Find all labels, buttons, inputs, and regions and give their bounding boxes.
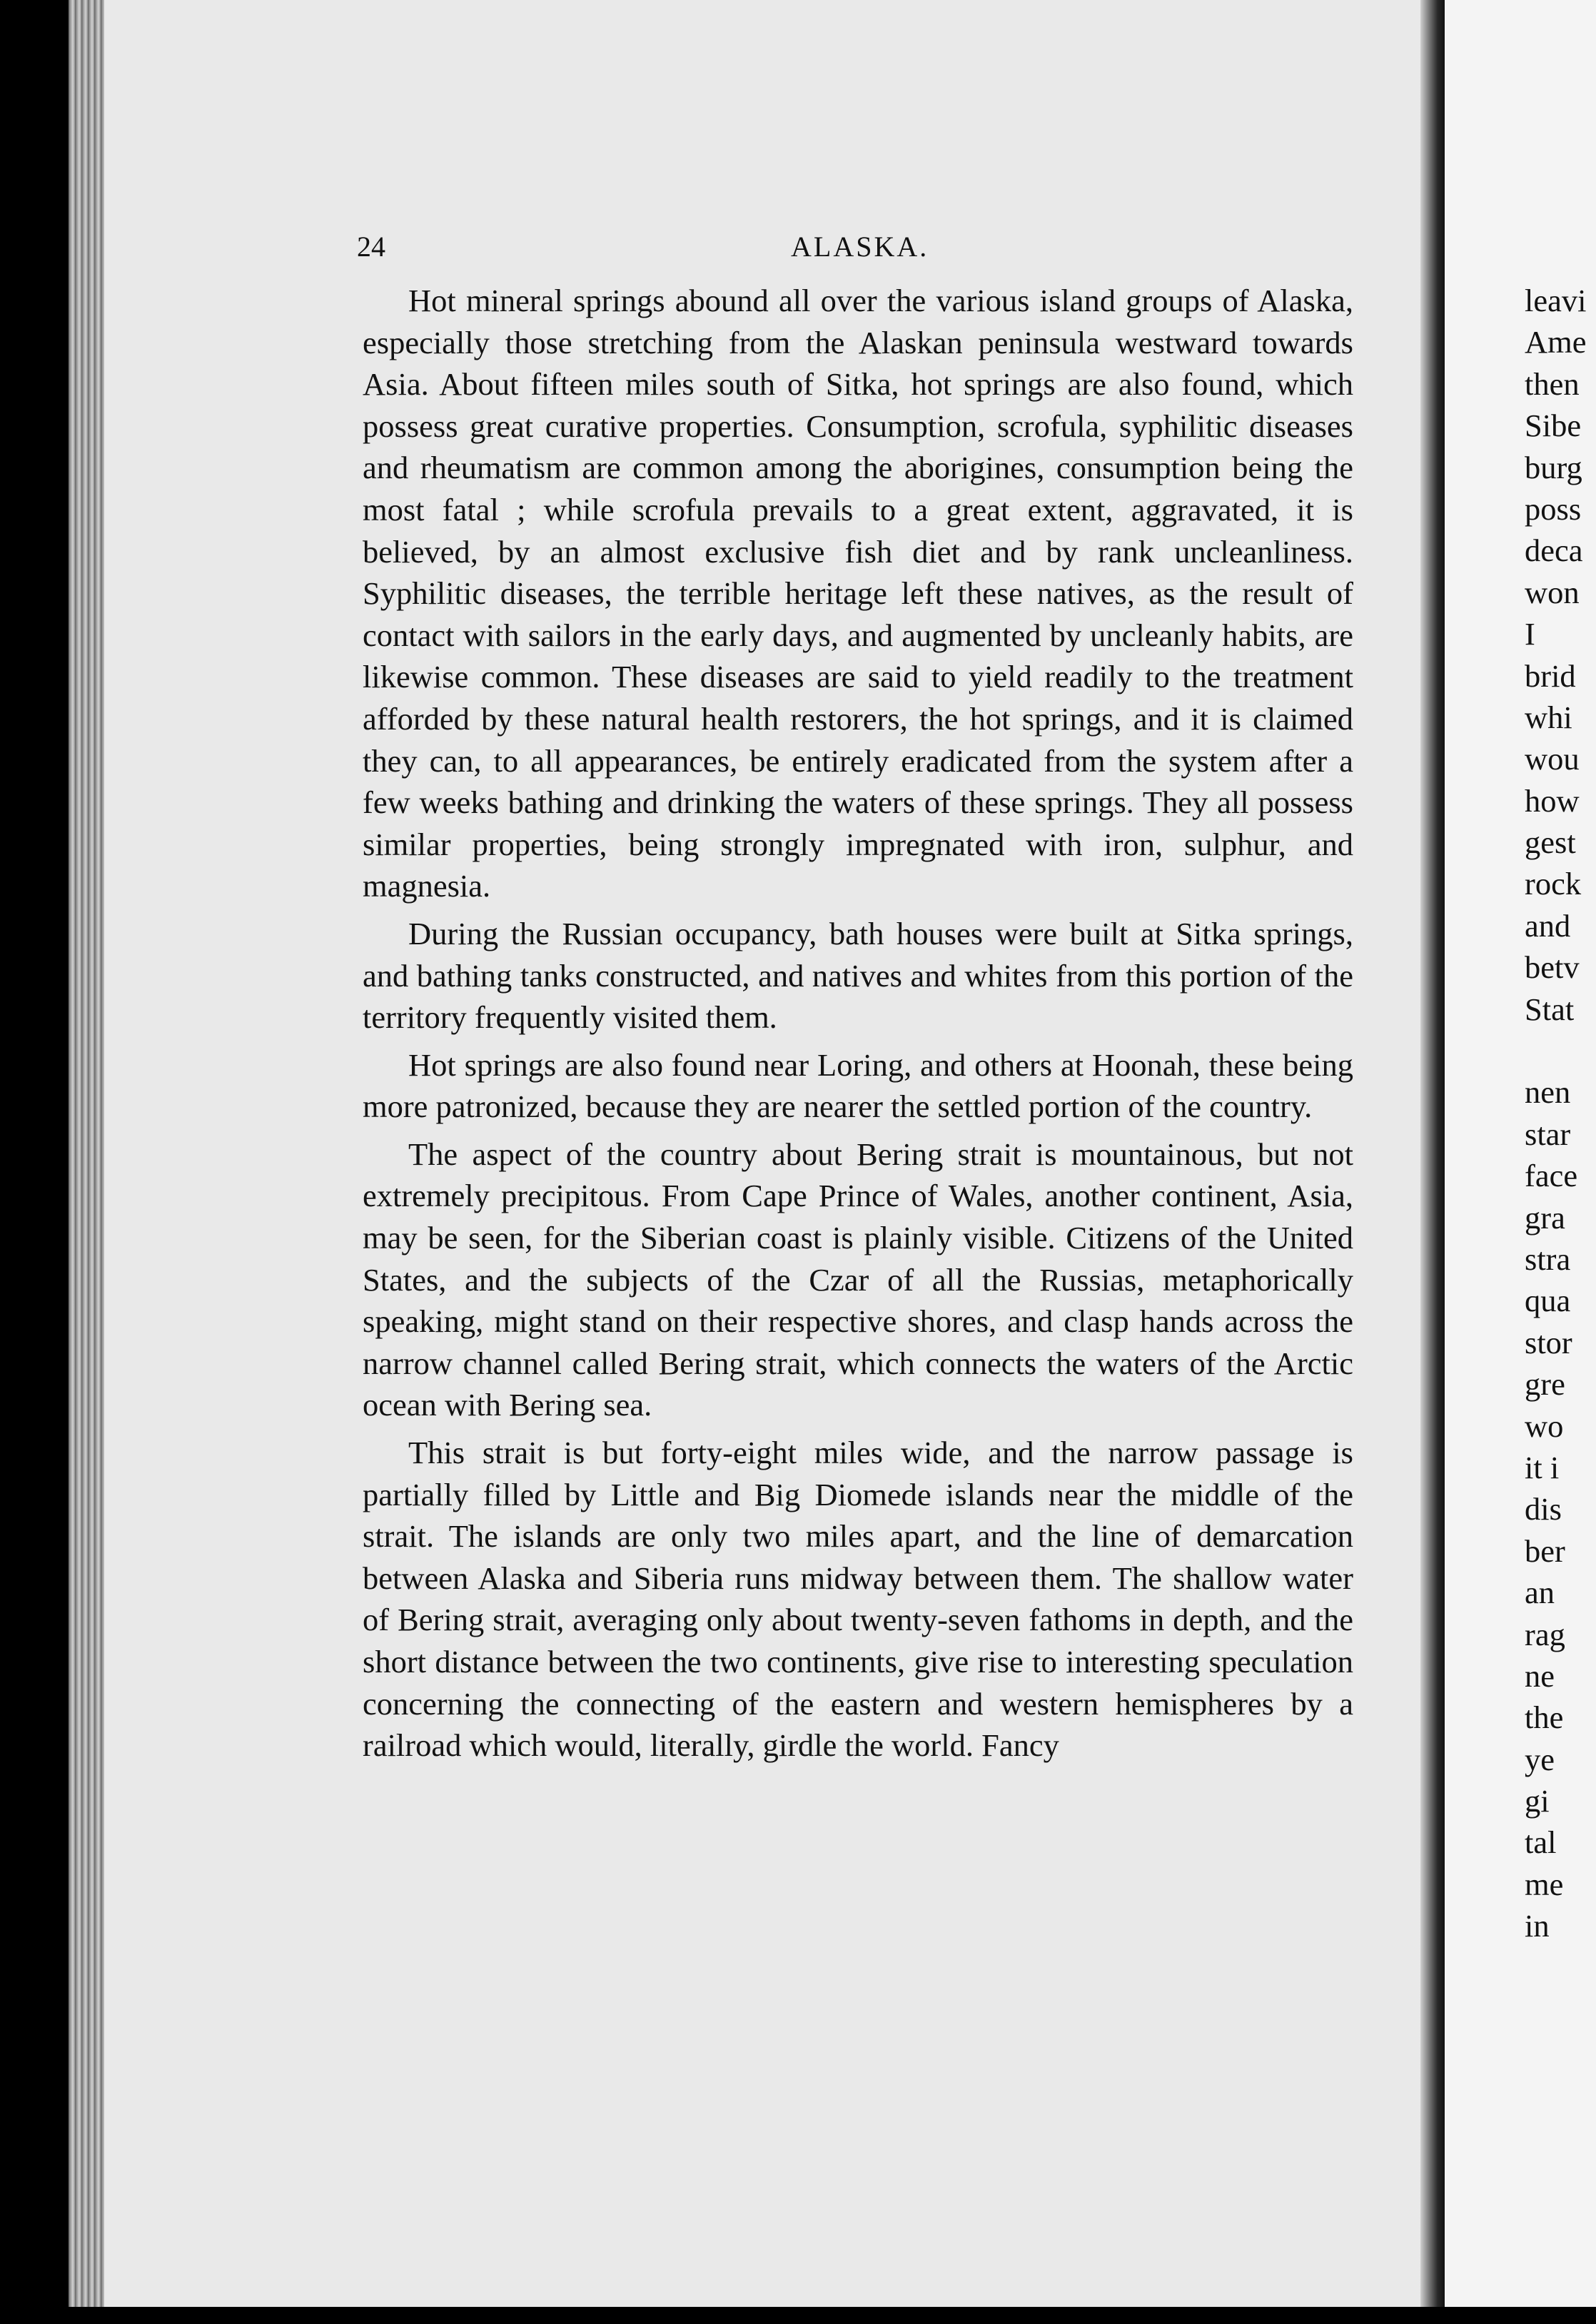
facing-page-line: betv — [1525, 949, 1580, 986]
facing-page-line: ye — [1525, 1741, 1555, 1777]
facing-page-line: rock — [1525, 866, 1582, 902]
scan-bottom-edge — [0, 2307, 1596, 2324]
facing-page-line: stra — [1525, 1241, 1571, 1277]
facing-page-line: gi — [1525, 1783, 1550, 1819]
facing-page-line: gre — [1525, 1366, 1565, 1403]
facing-page-line: ne — [1525, 1657, 1555, 1694]
facing-page-line: gra — [1525, 1199, 1565, 1236]
facing-page-line: in — [1525, 1908, 1550, 1944]
facing-page-line: and — [1525, 907, 1571, 944]
facing-page-line: leavi — [1525, 283, 1587, 318]
book-gutter — [1420, 0, 1445, 2307]
facing-page-line: face — [1525, 1158, 1578, 1194]
facing-page-line: brid — [1525, 657, 1576, 694]
page-stack-edge — [69, 0, 104, 2307]
facing-page-line: gest — [1525, 824, 1576, 861]
facing-page-line: deca — [1525, 532, 1583, 569]
facing-page-line: nen — [1525, 1074, 1571, 1111]
facing-page-line: I — [1525, 616, 1535, 652]
paragraph-loring-hoonah: Hot springs are also found near Loring, and others at Hoonah, these being more patronized, because they are nearer the settled portion of the country. — [363, 1046, 1353, 1125]
paragraph-bering-strait-aspect: The aspect of the country about Bering strait is mountainous, but not extremely precipitous. From Cape Prince of Wales, another continent, Asia, may be seen, for the Siberian coast is plainly visible. Citizens of the United States, and the subjects of the Czar of all the Russias, metaphorically speaking, might stand on their respective shores, and clasp hands across the narrow channel called Bering strait, which connects the waters of the Arctic ocean with Bering sea. — [363, 1136, 1353, 1423]
facing-page-line: Sibe — [1525, 408, 1582, 444]
paragraph-hot-mineral-springs: Hot mineral springs abound all over the various island groups of Alaska, especially those stretching from the Alaskan peninsula westward towards Asia. About fifteen miles south of Sitka, hot springs are also found, which possess great curative properties. Consumption, scrofula, syphilitic diseases and rheumatism are common among the aborigines, consumption being the most fatal ; while scrofula prevails to a great extent, aggravated, it is believed, by an almost exclusive fish diet and by rank uncleanliness. Syphilitic diseases, the terrible heritage left these natives, as the result of contact with sailors in the early days, and augmented by uncleanly habits, are likewise common. These diseases are said to yield readily to the treatment afforded by these natural health restorers, the hot springs, and it is claimed they can, to all appearances, be entirely eradicated from the system after a few weeks bathing and drinking the waters of these springs. They all possess similar properties, being strongly impregnated with iron, sulphur, and magnesia. — [363, 283, 1353, 904]
running-head — [357, 230, 1356, 273]
facing-page-line: tal — [1525, 1824, 1557, 1861]
facing-page-line: an — [1525, 1575, 1555, 1611]
facing-page-line — [1525, 1030, 1596, 1071]
facing-page-line: burg — [1525, 449, 1582, 485]
facing-page-line: how — [1525, 782, 1580, 819]
facing-page-line: wo — [1525, 1408, 1564, 1444]
facing-page-line: it i — [1525, 1449, 1560, 1485]
facing-page-line: wou — [1525, 741, 1580, 777]
facing-page-line: star — [1525, 1116, 1571, 1152]
paragraph-russian-occupancy: During the Russian occupancy, bath houses were built at Sitka springs, and bathing tanks constructed, and natives and whites from this portion of the territory frequently visited them. — [363, 915, 1353, 1036]
facing-page-line: rag — [1525, 1616, 1565, 1652]
facing-page-line: stor — [1525, 1324, 1572, 1360]
facing-page-text-fragments — [1525, 280, 1596, 1947]
running-title: ALASKA. — [791, 231, 929, 263]
facing-page-line: ber — [1525, 1532, 1565, 1569]
facing-page-line: the — [1525, 1699, 1564, 1736]
facing-page-line: Stat — [1525, 991, 1575, 1027]
facing-page-line: whi — [1525, 699, 1572, 735]
facing-page-line: won — [1525, 574, 1580, 610]
facing-page-line: qua — [1525, 1283, 1571, 1319]
facing-page-line: dis — [1525, 1491, 1562, 1527]
paragraph-strait-width: This strait is but forty-eight miles wide, and the narrow passage is partially filled by Little and Big Diomede islands near the middle of the strait. The islands are only two miles apart, and the line of demarcation between Alaska and Siberia runs midway between them. The shallow water of Bering strait, averaging only about twenty-seven fathoms in depth, and the short distance between the two continents, give rise to interesting speculation concerning the connecting of the eastern and western hemispheres by a railroad which would, literally, girdle the world. Fancy — [363, 1435, 1353, 1764]
facing-page-line: Ame — [1525, 324, 1587, 360]
page-number: 24 — [357, 231, 385, 263]
facing-page-line: me — [1525, 1866, 1564, 1902]
facing-page-line: poss — [1525, 490, 1582, 527]
facing-page-line: then — [1525, 365, 1580, 402]
body-text — [363, 280, 1353, 1772]
